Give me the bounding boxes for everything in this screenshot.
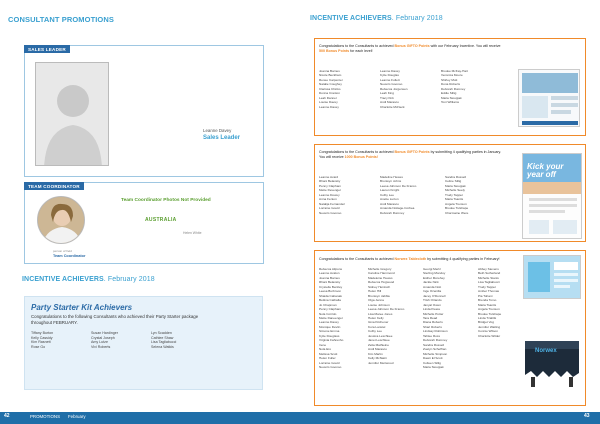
list-item: Colby Lee	[368, 329, 382, 334]
sales-leader-photo	[35, 62, 109, 166]
box3-head-mid: by submitting 4 qualifying parties in February!	[427, 257, 500, 261]
list-item: Leanne Avalon	[319, 271, 340, 276]
team-coordinator-role: Team Coordinator	[53, 254, 86, 258]
brochure-2	[522, 153, 582, 239]
list-item: Caroline Hammond	[368, 271, 395, 276]
list-item: Janyal Owen	[423, 302, 441, 307]
tablecloth-product-icon	[521, 331, 583, 389]
party-starter-box	[24, 296, 263, 390]
list-item: Natalie Coughey	[319, 82, 342, 87]
list-item: Deborah Rumney	[423, 338, 448, 343]
tablecloth-brochure-icon	[524, 256, 581, 299]
list-item: Brooke McKay-Hart	[441, 69, 468, 73]
list-item: Angela Trenson	[478, 307, 500, 312]
list-item: Michelle Potter	[423, 311, 444, 316]
list-item: Michelle Simpson	[423, 351, 448, 356]
list-item: Crystelle Bentley	[319, 284, 343, 289]
list-item: Toni Williams	[441, 100, 460, 105]
list-item: Kylie Douglas	[380, 73, 399, 78]
sales-leader-label: SALES LEADER	[24, 45, 70, 53]
list-item: Kora Lanstel	[368, 324, 386, 329]
list-item: Veronica Moore	[441, 73, 463, 78]
list-item: Leanne Davey	[319, 104, 339, 109]
list-item: Madeline Hewes	[380, 175, 403, 179]
list-item: Brooke Tulshape	[445, 206, 469, 211]
list-item: Anna Fenton	[319, 197, 337, 202]
list-item: Bronwyn Jabble	[368, 293, 391, 298]
list-item: Leesa Johnson De Franco	[380, 183, 417, 188]
list-item: Susan Hardinger	[91, 331, 118, 335]
list-item: Sandra Russell	[423, 342, 444, 347]
list-item: Jo Chapman	[319, 302, 337, 307]
list-item: Leanne Follett	[380, 77, 400, 82]
list-item: Charlotte McNeck	[380, 104, 405, 109]
list-item: Colleen Sillig	[423, 360, 441, 365]
list-item: Rhani Belavsky	[319, 280, 341, 285]
list-item: Inge Ozenilla	[423, 289, 442, 294]
list-item: Maria Stoupjak	[423, 364, 444, 369]
left-achievers-title	[22, 276, 155, 283]
list-item: Louise Davey	[319, 100, 338, 105]
list-item: Tracy Kirk	[380, 95, 394, 100]
list-item: Penny Clapham	[319, 183, 342, 188]
list-item: Linda Peace	[423, 307, 441, 312]
list-item: Leanne Avard	[319, 175, 339, 179]
list-item: Virginia Fahrenho	[319, 338, 344, 343]
list-item: Kelly McNairn	[368, 356, 388, 361]
list-item: Amanda Nottage-Corbea	[380, 206, 415, 211]
list-item: Kelly Cassidy	[31, 335, 53, 340]
box3-head-pre: Congratulations to the Consultants to achieved	[319, 257, 394, 261]
list-item: Leesa Burbroon	[319, 289, 342, 294]
box1-heading	[319, 44, 505, 54]
list-item: Beth Sutherland	[478, 271, 501, 276]
box2-head-hl2: 1000 Bonus Points!	[344, 154, 378, 159]
list-item: Gina Kitchener	[368, 320, 389, 325]
achievers-box-2	[314, 144, 586, 242]
list-item: Jennifer Mertwood	[368, 360, 394, 365]
box1-head-hl2: 500 Bonus Points	[319, 48, 350, 53]
list-item: Irene	[319, 342, 327, 347]
list-item: Joanna Barnes	[319, 69, 340, 73]
list-item: Bronwyn Johns	[380, 179, 402, 184]
box1-col-1	[319, 69, 377, 109]
list-item: Dona Roberts	[441, 82, 461, 87]
list-item: Neveris Goonoo	[319, 210, 342, 215]
list-item: Selena Watkis	[151, 344, 174, 349]
list-item: Mette Devenger	[319, 188, 342, 193]
list-item: Leanne Dowey	[319, 192, 340, 197]
list-item: Monique Devlin	[319, 324, 341, 329]
list-item: Tiffany Burton	[31, 331, 54, 335]
team-coordinator-box	[24, 182, 264, 264]
party-starter-body: Congratulations to the following Consultants who achieved their Party Starter package throughout FEBRUARY.	[31, 314, 199, 326]
list-item: Amanda Nott	[423, 284, 442, 289]
list-item: Madeleine Hewes	[368, 275, 393, 280]
list-item: Sandra Russell	[445, 175, 466, 179]
achievers-box-1	[314, 38, 586, 136]
list-item: Michelle Stanis	[478, 275, 499, 280]
left-achievers-title-text: INCENTIVE ACHIEVERS	[22, 276, 104, 283]
no-photo-message: Team Coordinator Photos Not Provided	[121, 198, 211, 203]
list-item: Rebecca Ailpons	[319, 267, 343, 271]
list-item: Bettina Cathalla	[319, 298, 341, 303]
list-item: Janet Leschkee	[368, 338, 390, 343]
list-item: Trish Orlando	[423, 298, 442, 303]
box1-head-hl: Bonus GIFTO Points	[394, 44, 430, 48]
list-item: Lauren Knight	[380, 188, 400, 193]
list-item: Mette Daneenger	[319, 315, 343, 320]
list-item: Zelia Mathieine	[368, 342, 389, 347]
box1-columns	[319, 69, 499, 109]
box3-col-3	[423, 267, 475, 369]
list-item: Leanne Davey	[319, 320, 339, 325]
list-item: Helen Kelly	[368, 315, 384, 320]
list-item: Shirley Mutt	[441, 77, 458, 82]
list-item: Michelle Gregory	[368, 267, 392, 271]
box1-col-2	[380, 69, 438, 109]
list-item: Charmaine Were	[445, 210, 469, 215]
list-item: Joanna Barnes	[319, 275, 340, 280]
list-item: Clarissa Chicko	[319, 86, 341, 91]
party-starter-title: Party Starter Kit Achievers	[31, 303, 133, 312]
right-page	[300, 0, 600, 424]
list-item: Tahlee Ross	[423, 333, 441, 338]
list-item: Neveris Goonoo	[319, 364, 342, 369]
list-item: Natalija Fernandez	[319, 201, 345, 206]
box2-heading	[319, 150, 505, 160]
box3-col-2	[368, 267, 420, 369]
party-starter-columns	[31, 331, 203, 349]
list-item: Rose Go	[31, 344, 46, 349]
list-item: Trudy Tapper	[478, 284, 497, 289]
list-item: Jennifer Watling	[478, 324, 501, 329]
list-item: Nicole Beckham	[319, 73, 342, 78]
list-item: Andi Marasco	[380, 201, 399, 206]
list-item: Neveris Goonoo	[380, 82, 403, 87]
box1-head-pre: Congratulations to the Consultants to achieved	[319, 44, 394, 48]
list-item: Abbey Stevens	[478, 267, 499, 271]
list-item: Brenda Tomo	[478, 298, 497, 303]
right-achievers-title-text: INCENTIVE ACHIEVERS	[310, 15, 392, 22]
list-item: Michelle Seely	[445, 188, 465, 193]
person-silhouette-icon	[36, 63, 109, 166]
box2-head-hl: Bonus GIFTO Points	[394, 150, 430, 154]
sales-leader-role: Sales Leader	[203, 135, 241, 141]
box1-head-post: for each level!	[350, 48, 373, 53]
country-label: AUSTRALIA	[145, 217, 177, 223]
left-achievers-month: . February 2018	[103, 276, 155, 283]
list-item: Colby Lee	[380, 192, 394, 197]
brochure-3a	[523, 255, 581, 299]
list-item: Rhani Belavsky	[319, 179, 341, 184]
list-item: Zuelyn Scheffran	[423, 347, 447, 352]
right-achievers-title	[310, 15, 443, 22]
list-item: Jacey O'Donnell	[423, 293, 446, 298]
list-item: Lorraine Gould	[319, 206, 340, 211]
list-item: Jackie Nick	[423, 280, 439, 285]
box1-col-3	[441, 69, 499, 109]
box2-columns	[319, 175, 503, 215]
list-item: Melissa Scott	[319, 351, 338, 356]
list-item: Louise Johnson	[368, 302, 390, 307]
list-item: Penny Clapham	[319, 307, 342, 312]
list-item: Angela Trenson	[445, 201, 467, 206]
list-item: Leesa Johnson De Franco	[368, 307, 405, 312]
list-item: Trudy Tapper	[445, 192, 464, 197]
box3-col-4	[478, 267, 524, 369]
person-portrait-icon	[38, 197, 85, 244]
list-item: Shaida Cabanak	[319, 293, 342, 298]
box3-head-hl: Norwex Tablecloth	[394, 257, 427, 261]
list-item: Amy Lutze	[91, 340, 108, 344]
list-item: Diana Roberts	[423, 320, 443, 325]
box2-col-2	[380, 175, 442, 215]
list-item: Lorraine Gould	[319, 360, 340, 365]
brochure-1	[518, 69, 580, 127]
list-item: Maria Tsantis	[445, 197, 464, 202]
sales-leader-box	[24, 45, 264, 177]
list-item: Brooke Tulshape	[478, 311, 502, 316]
list-item: Lisa Tagliabucci	[151, 340, 177, 344]
list-item: Connie Wilson	[478, 329, 498, 334]
list-item: Rebecca Hogwood	[368, 280, 395, 285]
list-item: Nola Ero	[319, 347, 332, 352]
list-item: Deborah Rumney	[380, 210, 405, 215]
list-item: Rebecca Jorgensen	[380, 86, 408, 91]
list-item: Bridget Vog	[478, 320, 494, 325]
list-item: Amber Thomas	[478, 289, 500, 294]
team-coordinator-photo	[37, 196, 85, 244]
right-achievers-month: . February 2018	[391, 15, 443, 22]
pst-col-1	[31, 331, 83, 349]
box3-col-1	[319, 267, 365, 369]
list-item: Andi Marasco	[368, 347, 387, 352]
list-item: Olga Jenna	[368, 298, 384, 303]
pst-col-3	[151, 331, 203, 349]
list-item: Helen Hill	[368, 289, 382, 294]
right-footer	[300, 412, 600, 424]
list-item: Linda Tzablik	[478, 315, 497, 320]
list-item: Leah Danner	[319, 95, 337, 100]
box2-col-3	[445, 175, 503, 215]
list-item: Shari Roberts	[423, 324, 442, 329]
list-item: Eddie Sillig	[441, 91, 457, 96]
list-item: Leanne Davey	[380, 69, 400, 73]
list-item: Kylie Douglass	[319, 333, 340, 338]
page-title: CONSULTANT PROMOTIONS	[8, 15, 114, 24]
box2-head-pre: Congratulations to the Consultants to achieved	[319, 150, 394, 154]
list-item: Esther Morehey	[423, 275, 445, 280]
list-item: Kim Rasnett	[31, 340, 51, 344]
list-item: Vivi Roberts	[91, 344, 111, 349]
box2-head-mid: by submitting 4 qualifying parties in January. You will receive	[319, 150, 502, 159]
brochure-image-icon	[519, 70, 580, 127]
left-page-number: 42	[4, 413, 10, 419]
brochure-3b	[521, 331, 583, 389]
list-item: Donna Cranton	[319, 91, 340, 96]
list-item: Nola Corrido	[319, 311, 337, 316]
box1-head-mid: with our February Incentive. You will receive	[430, 44, 501, 48]
list-item: Lyn Scadden	[151, 331, 172, 335]
list-item: Leah King	[380, 91, 394, 96]
footer-month: February	[68, 414, 86, 419]
list-item: Deborah Rumney	[441, 86, 466, 91]
list-item: Crystal Joseph	[91, 335, 115, 340]
list-item: Lisa Maree Jones	[368, 311, 393, 316]
list-item: Dawn El Scott	[423, 356, 443, 361]
team-coordinator-label: TEAM COORDINATOR	[24, 182, 84, 190]
list-item: Maria Stoupjak	[445, 183, 466, 188]
list-item: Cathlee Shaw	[151, 335, 174, 340]
list-item: Charlotte Wilder	[478, 333, 501, 338]
list-item: Sidney Heinisch	[368, 284, 391, 289]
brochure-3b-caption: Norwex	[535, 348, 557, 354]
footer-section: PROMOTIONS	[30, 414, 61, 419]
photo-credit: person of field	[53, 249, 72, 253]
list-item: Anette Lurton	[380, 197, 399, 202]
box3-columns	[319, 267, 524, 369]
list-item: Sterling Mondoy	[423, 271, 446, 276]
list-item: Jessica Leschkee	[368, 333, 393, 338]
coordinator-name: Helen White	[183, 231, 202, 235]
list-item: Helen Fuller	[319, 356, 336, 361]
pst-col-2	[91, 331, 143, 349]
achievers-box-3	[314, 250, 586, 406]
brochure-2-caption: Kick your year off	[527, 162, 564, 179]
list-item: Andi Marasco	[380, 100, 399, 105]
list-item: Kim Martin	[368, 351, 383, 356]
box2-col-1	[319, 175, 377, 215]
list-item: Maria Tsantis	[478, 302, 497, 307]
list-item: Lindsay Robinson	[423, 329, 448, 334]
list-item: Georgi Mertz	[423, 267, 441, 271]
list-item: Maria Stoupjak	[441, 95, 462, 100]
list-item: Celine Sillig	[445, 179, 462, 184]
list-item: Pia Tohani	[478, 293, 493, 298]
sales-leader-name: Leanne Davey	[203, 128, 232, 133]
right-page-number: 43	[584, 413, 590, 419]
list-item: Lisa Tagliabucci	[478, 280, 500, 285]
list-item: Tara Read	[423, 315, 438, 320]
list-item: Renee Carpenter	[319, 77, 343, 82]
list-item: Simone Emma	[319, 329, 340, 334]
